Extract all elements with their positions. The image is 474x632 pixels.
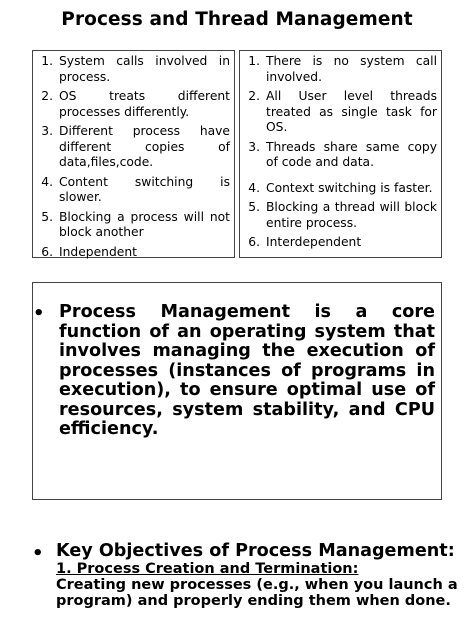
list-item: 3. Threads share same copy of code and data.	[248, 139, 437, 169]
list-item: 1. System calls involved in process.	[41, 54, 230, 84]
list-item: 6. Independent	[41, 244, 137, 259]
comparison-table	[32, 50, 442, 258]
list-item: 4. Context switching is faster.	[248, 180, 433, 195]
bullet-marker: •	[32, 543, 44, 564]
thread-column	[239, 50, 442, 258]
list-item: 1. There is no system call involved.	[248, 54, 437, 84]
definition-text: Process Management is a core function of an operating system that involves managing the execution of processes (instances of programs in execution), to ensure optimal use of resources, system stability, and CPU efficiency.	[59, 302, 435, 439]
list-item: 2. OS treats different processes differently.	[41, 89, 230, 119]
list-item: 5. Blocking a process will not block another	[41, 209, 230, 239]
objectives-section	[56, 542, 466, 609]
objective-text: Creating new processes (e.g., when you launch a program) and properly ending them when done.	[56, 576, 458, 609]
objective-title: 1. Process Creation and Termination:	[56, 560, 359, 577]
list-item: 4. Content switching is slower.	[41, 174, 230, 204]
list-item: 3. Different process have different copies of data,files,code.	[41, 124, 230, 169]
page-title: Process and Thread Management	[61, 9, 413, 30]
objectives-heading: Key Objectives of Process Management:	[56, 541, 455, 561]
process-column	[32, 50, 235, 258]
list-item: 2. All User level threads treated as single task for OS.	[248, 89, 437, 134]
list-item: 5. Blocking a thread will block entire process.	[248, 200, 437, 230]
list-item: 6. Interdependent	[248, 235, 362, 249]
definition-box	[32, 282, 442, 500]
bullet-marker: •	[33, 303, 45, 324]
